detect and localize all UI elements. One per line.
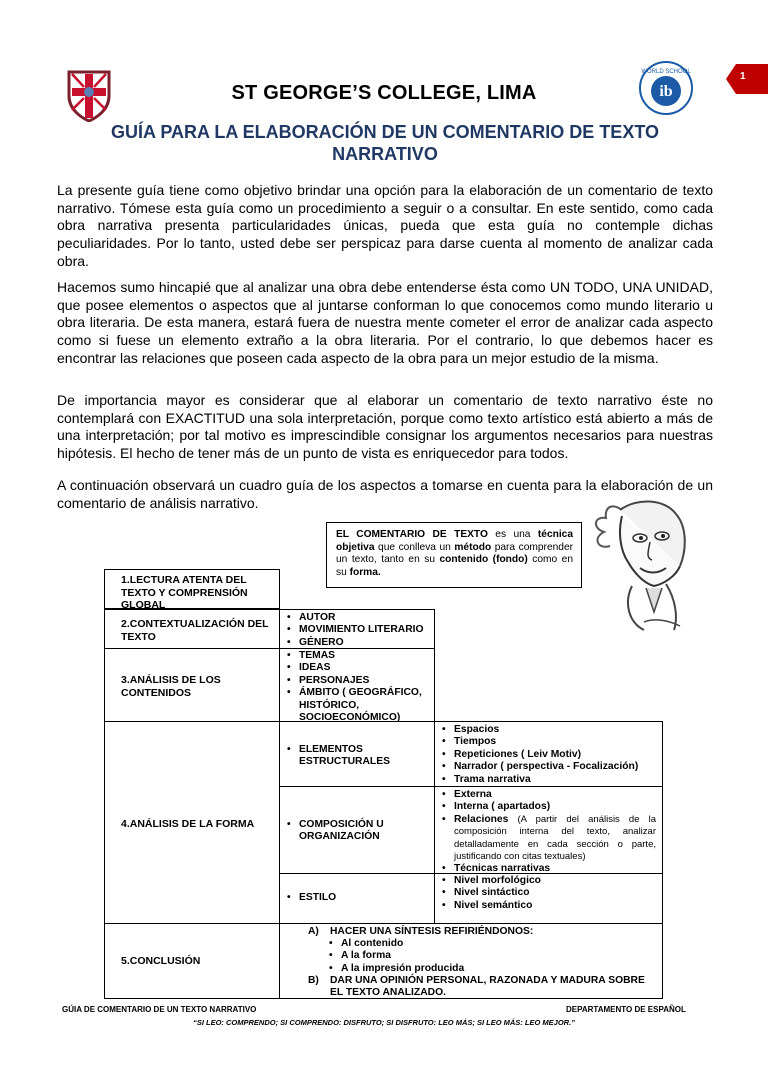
step-4-style-cell [279,873,435,924]
list-item: • Nivel morfológico [437,875,658,887]
list-item: • ELEMENTOS ESTRUCTURALES [282,744,430,769]
step-5-cell: 5.CONCLUSIÓN [104,923,280,999]
list-item: • COMPOSICIÓN U ORGANIZACIÓN [282,819,430,844]
author-caricature-illustration [584,492,714,632]
step-4-structural-cell [279,721,435,787]
list-item: • A la impresión producida [324,963,656,975]
page-title: ST GEORGE’S COLLEGE, LIMA [231,82,537,104]
step-2-cell: 2.CONTEXTUALIZACIÓN DEL TEXTO [104,609,280,649]
step-4-cell: 4.ANÁLISIS DE LA FORMA [104,721,280,924]
svg-text:WORLD SCHOOL: WORLD SCHOOL [641,69,691,75]
document-subtitle: GUÍA PARA LA ELABORACIÓN DE UN COMENTARIO DE TEXTO NARRATIVO [110,122,659,164]
list-item: • Repeticiones ( Leiv Motiv) [437,749,658,761]
list-item: • Nivel semántico [437,900,658,912]
list-item: • TEMAS [282,650,430,662]
list-item: • IDEAS [282,662,430,674]
list-item: • A la forma [324,950,656,962]
step-5-conclusion-cell: A) HACER UNA SÍNTESIS REFIRIÉNDONOS: • Al contenido • A la forma • A la impresión producida B) DAR UNA OPINIÓN PERSONAL, RAZONADA Y MADURA SOBRE EL TEXTO ANALIZADO. [279,923,663,999]
interpretation-paragraph: De importancia mayor es considerar que al elaborar un comentario de texto narrativo éste no contemplará con EXACTITUD una sola interpretación, porque como texto artístico está abierto a más de una interpretación; por tal motivo es imprescindible consignar los argumentos necesarios para nuestras hipótesis. El hecho de tener más de un punto de vista es enriquecedor para todos. [57,392,713,462]
list-item: • MOVIMIENTO LITERARIO [282,624,432,636]
step-2-items-cell [279,609,435,649]
footer-document-name: GÚIA DE COMENTARIO DE UN TEXTO NARRATIVO [62,1005,257,1014]
page-number: 1 [740,71,746,82]
list-item: • PERSONAJES [282,675,430,687]
list-item: • Externa [437,789,656,801]
definition-callout-box: EL COMENTARIO DE TEXTO es una técnica objetiva que conlleva un método para comprender un texto, tanto en su contenido (fondo) como en su forma. [326,522,582,588]
list-item: • Interna ( apartados) [437,801,656,813]
footer-quote: “SI LEO: COMPRENDO; SI COMPRENDO: DISFRUTO; SI DISFRUTO: LEO MÁS; SI LEO MÁS: LEO MEJOR.” [193,1018,575,1027]
step-3-items-cell [279,648,435,722]
list-item: • Al contenido [324,938,656,950]
step-3-cell: 3.ANÁLISIS DE LOS CONTENIDOS [104,648,280,722]
list-item: • ESTILO [282,892,430,904]
list-item: • GÉNERO [282,637,432,649]
list-item: • Trama narrativa [437,774,658,786]
footer-department: DEPARTAMENTO DE ESPAÑOL [566,1005,686,1014]
list-item: • Narrador ( perspectiva - Focalización) [437,761,658,773]
list-item: • Relaciones (A partir del análisis de la composición interna del texto, analizar detalladamente en cada sección o parte, justificando con citas textuales) [437,814,656,864]
list-item: • Técnicas narrativas [437,863,656,875]
list-item: • Tiempos [437,736,658,748]
step-4-structural-items-cell [434,721,663,787]
list-item: • Nivel sintáctico [437,887,658,899]
list-item: • ÁMBITO ( GEOGRÁFICO, HISTÓRICO, SOCIOECONÓMICO) [282,687,430,724]
list-item: • AUTOR [282,612,432,624]
step-1-cell: 1.LECTURA ATENTA DEL TEXTO Y COMPRENSIÓN GLOBAL [104,569,280,609]
table-intro-paragraph: A continuación observará un cuadro guía de los aspectos a tomarse en cuenta para la elaboración de un comentario de análisis narrativo. [57,477,713,511]
list-item: • Espacios [437,724,658,736]
step-4-style-items-cell [434,873,663,924]
intro-paragraph: La presente guía tiene como objetivo brindar una opción para la elaboración de un comentario de texto narrativo. Tómese esta guía como un procedimiento a seguir o a consultar. En este sentido, como cada obra narrativa presenta particularidades únicas, pueda que esta guía no contemple dichas peculiaridades. Por lo tanto, usted debe ser perspicaz para darse cuenta al momento de analizar cada obra. [57,182,713,269]
unity-paragraph: Hacemos sumo hincapié que al analizar una obra debe entenderse ésta como UN TODO, UNA UNIDAD, que posee elementos o aspectos que al juntarse conforman lo que conocemos como mundo literario u obra literaria. De esta manera, estará fuera de nuestra mente cometer el error de analizar cada aspecto como si fuese un elemento extraño a la obra literaria. Por el contrario, lo que debemos hacer es encontrar las relaciones que poseen cada aspecto de la obra para un mejor estudio de la misma. [57,279,713,366]
step-4-composition-cell [279,786,435,874]
step-4-composition-items-cell [434,786,663,874]
svg-text:ib: ib [659,83,673,100]
